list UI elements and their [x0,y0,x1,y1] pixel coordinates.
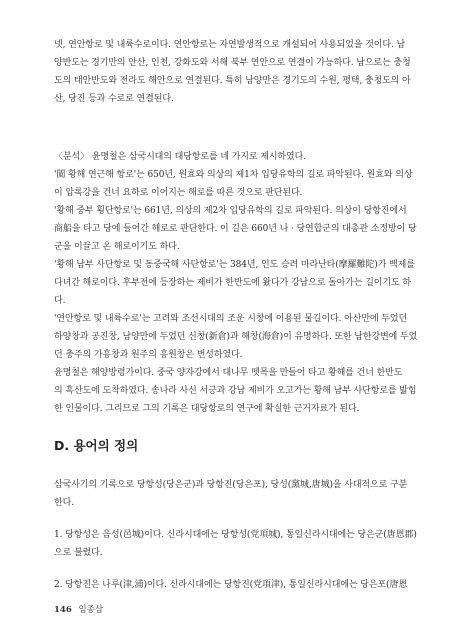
author-name: 임종삼 [78,605,104,615]
paragraph-3 [54,476,430,512]
list-item-2 [54,576,430,594]
text-line: 1. 당항성은 음성(邑城)이다. 신라시대에는 당항성(党項城), 통일신라시대에는 당은군(唐恩郡) [54,530,417,540]
text-line: 의 흑산도에 도착하였다. 송나라 사신 서긍과 강남 제비가 오고가는 황해 남부 사단항로를 밟힘 [54,386,417,396]
text-line: 군을 이끌고 온 해로이기도 하다. [54,242,180,252]
page-number: 146 [54,605,72,615]
text-line: 商船을 타고 당에 들어간 해로로 판단한다. 이 길은 660년 나 · 당연합군의 대총관 소정방이 당 [54,224,417,234]
text-line: 으로 불렸다. [54,548,103,558]
list-item-1 [54,526,430,562]
text-line: 넷, 연안항로 및 내륙수로이다. 연안항로는 자연발생적으로 개설되어 사용되었을 것이다. 남 [54,40,406,50]
text-line: 다녀간 해로이다. 후부전에 등장하는 제비가 한반도에 왔다가 강남으로 돌아가는 길이기도 하 [54,278,411,288]
text-line: 던 충주의 가흥창과 원주의 흥원창은 번성하였다. [54,350,243,360]
text-line: 양반도는 경기만의 안산, 인천, 강화도와 서해 북부 연안으로 연결이 가능하다. 남으로는 충청 [54,58,411,68]
text-line: '황해 남부 사단항로 및 동중국해 사단항로'는 384년, 인도 승려 마라난타(摩羅難陀)가 백제를 [54,260,415,270]
page-footer [54,603,103,615]
text-line: 도의 태안반도와 전라도 해안으로 연결된다. 특히 남양만은 경기도의 수원, 평택, 충청도의 아 [54,76,411,86]
text-line: '閩 황해 연근해 항로'는 650년, 원효와 의상의 제1차 입당유학의 길로 파악된다. 원효와 의상 [54,170,413,180]
paragraph-2 [54,148,430,418]
text-line: 윤명철은 해양방령가이다. 중국 양자강에서 대나무 뗏목을 만들어 타고 황해를 건너 한반도 [54,368,403,378]
text-line: '황해 중부 횡단항로'는 661년, 의상의 제2차 입당유학의 길로 파악된다. 의상이 당항진에서 [54,206,407,216]
text-line: 다. [54,296,66,306]
text-line: 삼국사기의 기록으로 당항성(당은군)과 당항진(당은포), 당성(黨城,唐城)을 사대적으로 구분 [54,480,408,490]
text-line: 〈분석〉 윤명철은 삼국시대의 대당항로를 네 가지로 제시하였다. [54,152,306,162]
text-line: 2. 당항진은 나루(津,浦)이다. 신라시대에는 당항진(党項津), 통일신라시대에는 당은포(唐恩 [54,580,408,590]
text-line: 산, 당진 등과 수로로 연결된다. [54,94,174,104]
section-heading: D. 용어의 정의 [54,438,139,453]
text-line: '연안항로 및 내륙수로'는 고려와 조선시대의 조운 시창에 이용된 물길이다. 아산만에 두었던 [54,314,408,324]
paragraph-1 [54,36,430,108]
text-line: 한 인물이다. 그리므로 그의 기록은 대당항로의 연구에 확실한 근거자료가 된다. [54,404,360,414]
text-line: 이 압록강을 건너 요하로 이어지는 해로를 따른 것으로 판단된다. [54,188,303,198]
text-line: 하양창과 공진창, 남양만에 두었던 신창(新倉)과 해창(海倉)이 유명하다. 또한 남한강변에 두었 [54,332,418,342]
text-line: 한다. [54,498,74,508]
